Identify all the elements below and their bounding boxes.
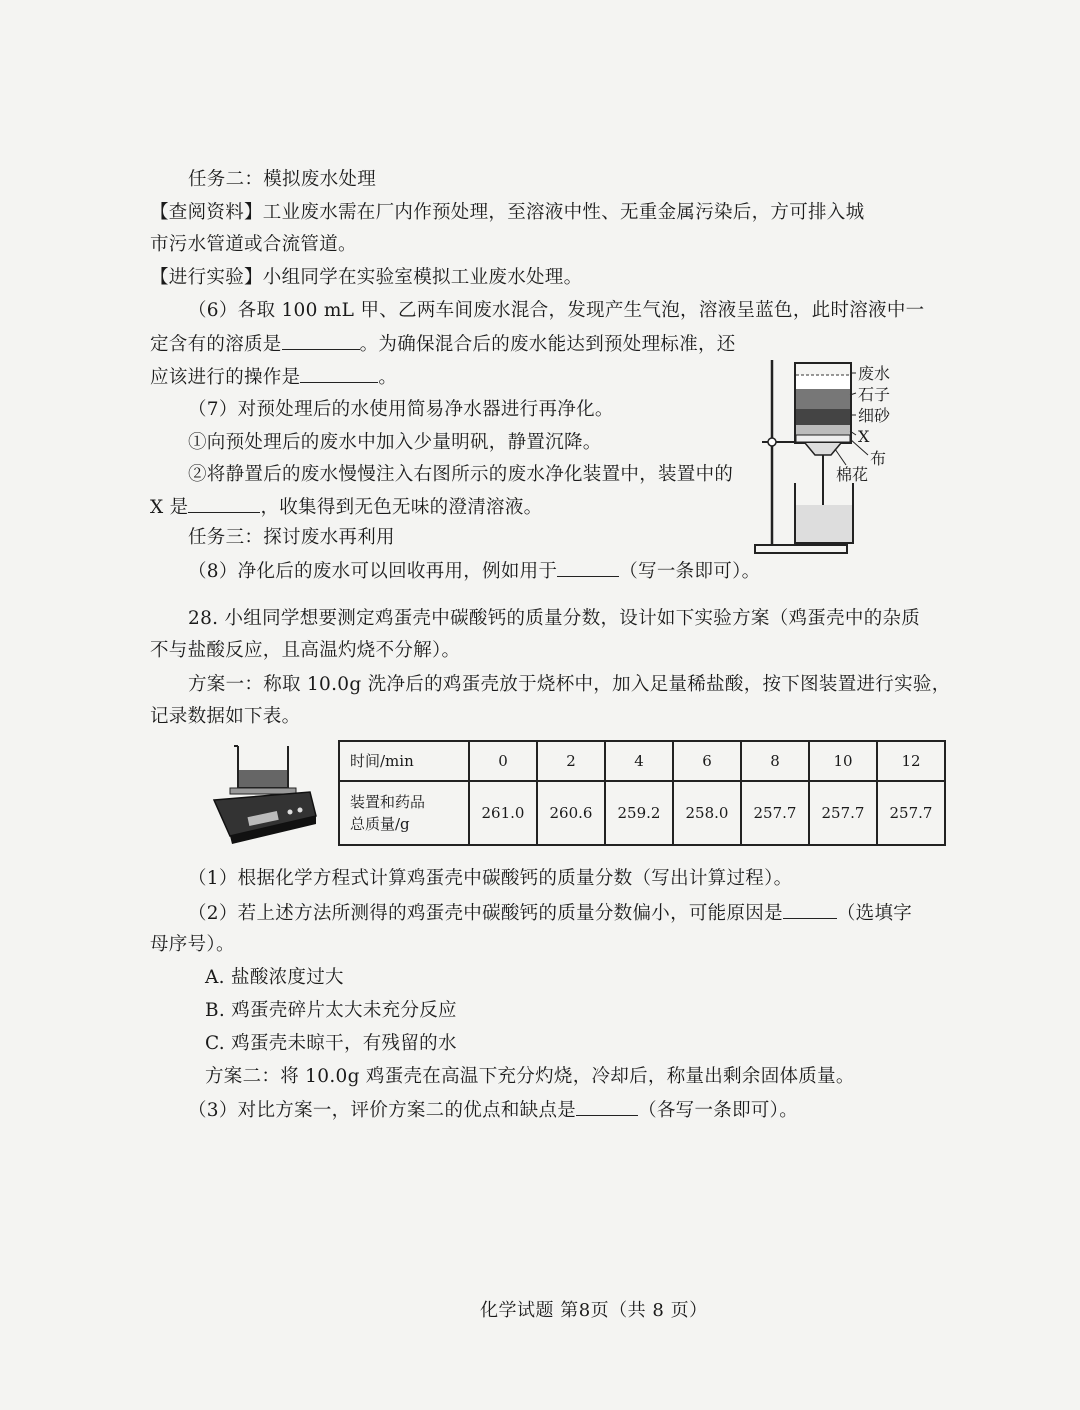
plan2-line: 方案二：将 10.0g 鸡蛋壳在高温下充分灼烧，冷却后，称量出剩余固体质量。 (205, 1066, 855, 1087)
table-cell: 10 (809, 741, 877, 781)
plan1-line-2: 记录数据如下表。 (150, 706, 301, 727)
task3-title: 任务三：探讨废水再利用 (188, 527, 395, 548)
q28-3-part-b: （各写一条即可）。 (638, 1100, 799, 1121)
q28-3-part-a: （3）对比方案一，评价方案二的优点和缺点是 (188, 1100, 577, 1121)
beaker-contents (239, 770, 287, 787)
q7-line-4-part-a: X 是 (150, 497, 189, 518)
q6-line-3-part-a: 应该进行的操作是 (150, 367, 301, 388)
balance-pan (230, 788, 296, 794)
q28-2-part-a: （2）若上述方法所测得的鸡蛋壳中碳酸钙的质量分数偏小，可能原因是 (188, 903, 783, 924)
label-stones: 石子 (858, 385, 891, 404)
q28-2-part-b: （选填字 (836, 903, 913, 924)
page-footer: 化学试题 第8页（共 8 页） (480, 1300, 708, 1321)
q7-line-4-part-b: ，收集得到无色无味的澄清溶液。 (260, 497, 543, 518)
table-header-mass-line-2: 总质量/g (350, 815, 410, 833)
answer-blank[interactable] (300, 364, 378, 383)
table-cell: 257.7 (741, 781, 809, 845)
electronic-balance-diagram (210, 740, 320, 845)
q28-3 (188, 1097, 798, 1124)
task2-title: 任务二：模拟废水处理 (188, 169, 377, 190)
table-header-time: 时间/min (339, 741, 469, 781)
q28-line-1: 28. 小组同学想要测定鸡蛋壳中碳酸钙的质量分数，设计如下实验方案（鸡蛋壳中的杂质 (188, 608, 921, 629)
answer-blank[interactable] (188, 494, 260, 513)
q28-line-2: 不与盐酸反应，且高温灼烧不分解）。 (150, 640, 461, 661)
option-b: B. 鸡蛋壳碎片太大未充分反应 (205, 1000, 457, 1021)
answer-blank[interactable] (282, 331, 360, 350)
info-line-1: 【查阅资料】工业废水需在厂内作预处理，至溶液中性、无重金属污染后，方可排入城 (150, 202, 865, 223)
option-c: C. 鸡蛋壳未晾干，有残留的水 (205, 1033, 457, 1054)
q8-line (188, 558, 760, 585)
q6-line-2-part-a: 定含有的溶质是 (150, 334, 282, 355)
answer-blank[interactable] (576, 1097, 638, 1116)
table-cell: 257.7 (809, 781, 877, 845)
table-cell: 260.6 (537, 781, 605, 845)
info-line-2: 市污水管道或合流管道。 (150, 234, 357, 255)
q6-line-1: （6）各取 100 mL 甲、乙两车间废水混合，发现产生气泡，溶液呈蓝色，此时溶液中一 (188, 300, 925, 321)
q6-line-3 (150, 364, 397, 391)
table-cell: 8 (741, 741, 809, 781)
q7-line-1: （7）对预处理后的水使用简易净水器进行再净化。 (188, 399, 614, 420)
balance-button (288, 810, 293, 815)
sand-layer (796, 409, 850, 425)
option-a: A. 盐酸浓度过大 (205, 967, 344, 988)
q28-2-line-2: 母序号）。 (150, 934, 235, 955)
table-row (339, 741, 945, 781)
q28-1: （1）根据化学方程式计算鸡蛋壳中碳酸钙的质量分数（写出计算过程）。 (188, 868, 793, 889)
table-cell: 0 (469, 741, 537, 781)
label-fine-sand: 细砂 (858, 406, 891, 425)
q7-line-3: ②将静置后的废水慢慢注入右图所示的废水净化装置中，装置中的 (188, 464, 734, 485)
q8-part-b: （写一条即可）。 (619, 561, 761, 582)
plan1-line-1: 方案一：称取 10.0g 洗净后的鸡蛋壳放于烧杯中，加入足量稀盐酸，按下图装置进行实验， (188, 674, 951, 695)
answer-blank[interactable] (557, 558, 619, 577)
balance-button (298, 808, 303, 813)
q7-line-4 (150, 494, 542, 521)
table-cell: 6 (673, 741, 741, 781)
table-cell: 261.0 (469, 781, 537, 845)
beaker-liquid (796, 505, 852, 542)
table-cell: 12 (877, 741, 945, 781)
label-cotton: 棉花 (836, 465, 869, 484)
label-cloth: 布 (870, 449, 887, 468)
table-cell: 4 (605, 741, 673, 781)
q28-2-line-1 (188, 900, 912, 927)
stand-base (755, 545, 847, 553)
q6-line-3-part-b: 。 (378, 367, 398, 388)
table-row (339, 781, 945, 845)
q6-line-2 (150, 331, 736, 358)
stones-layer (796, 389, 850, 409)
table-cell: 259.2 (605, 781, 673, 845)
table-cell: 257.7 (877, 781, 945, 845)
clamp-knob (768, 438, 776, 446)
q8-part-a: （8）净化后的废水可以回收再用，例如用于 (188, 561, 558, 582)
table-cell: 2 (537, 741, 605, 781)
cloth-layer (796, 435, 850, 442)
table-cell: 258.0 (673, 781, 741, 845)
label-x: X (858, 427, 870, 446)
x-layer (796, 425, 850, 435)
answer-blank[interactable] (783, 900, 837, 919)
data-table (338, 740, 946, 846)
experiment-line: 【进行实验】小组同学在实验室模拟工业废水处理。 (150, 267, 583, 288)
q6-line-2-part-b: 。为确保混合后的废水能达到预处理标准，还 (359, 334, 736, 355)
table-header-mass (339, 781, 469, 845)
label-waste-water: 废水 (858, 364, 891, 383)
q7-line-2: ①向预处理后的废水中加入少量明矾，静置沉降。 (188, 432, 602, 453)
table-header-mass-line-1: 装置和药品 (350, 793, 426, 811)
